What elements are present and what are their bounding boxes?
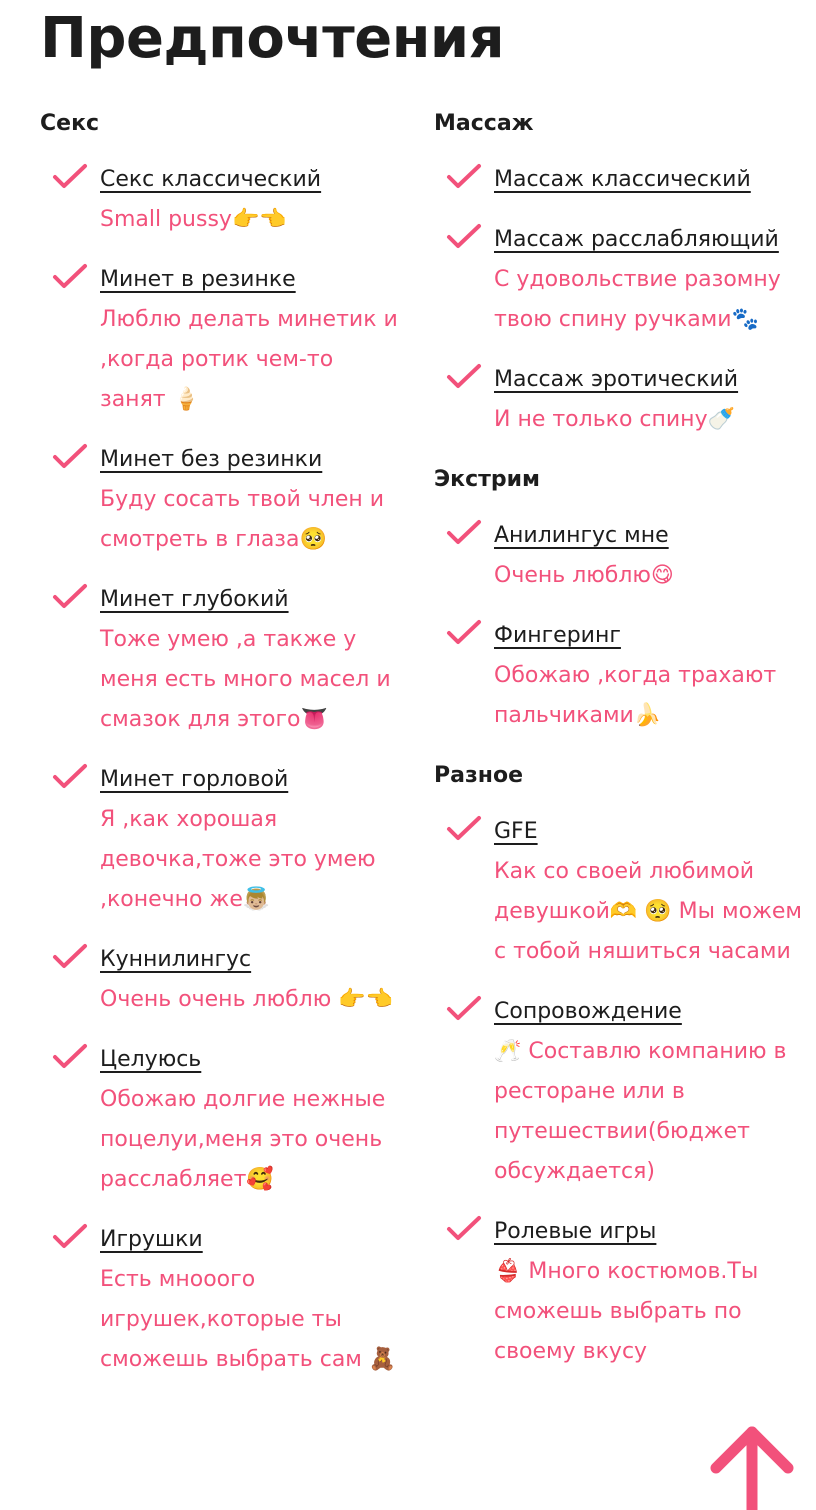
check-icon	[52, 162, 88, 192]
preference-link[interactable]: GFE	[494, 819, 538, 844]
preference-description: Как со своей любимой девушкой🫶 🥺 Мы можем с тобой няшиться часами	[494, 859, 803, 964]
preference-description: Я ,как хорошая девочка,тоже это умею ,конечно же👼🏼	[100, 807, 376, 912]
check-icon	[446, 994, 482, 1024]
preference-item	[434, 360, 804, 440]
check-icon	[52, 1042, 88, 1072]
preference-link[interactable]: Ролевые игры	[494, 1219, 657, 1244]
section	[40, 104, 400, 1380]
preference-link[interactable]: Массаж классический	[494, 167, 751, 192]
preference-link[interactable]: Сопровождение	[494, 999, 682, 1024]
preference-link[interactable]: Минет глубокий	[100, 587, 289, 612]
preference-item	[40, 760, 400, 920]
arrow-up-icon	[716, 1432, 788, 1510]
scroll-to-top-button[interactable]	[706, 1418, 798, 1510]
preference-item	[40, 260, 400, 420]
preference-description: 🥂 Составлю компанию в ресторане или в путешествии(бюджет обсуждается)	[494, 1039, 787, 1184]
preference-link[interactable]: Минет горловой	[100, 767, 289, 792]
preference-link[interactable]: Минет без резинки	[100, 447, 323, 472]
check-icon	[446, 618, 482, 648]
preference-link[interactable]: Минет в резинке	[100, 267, 296, 292]
check-icon	[52, 582, 88, 612]
check-icon	[52, 1222, 88, 1252]
preference-item	[434, 992, 804, 1192]
section	[434, 104, 804, 440]
preference-description: Обожаю долгие нежные поцелуи,меня это очень расслабляет🥰	[100, 1087, 386, 1192]
preference-item	[434, 220, 804, 340]
check-icon	[446, 1214, 482, 1244]
section-title: Экстрим	[434, 467, 541, 492]
section-title: Разное	[434, 763, 523, 788]
preference-description: С удовольствие разомну твою спину ручками🐾	[494, 267, 781, 332]
preference-item	[40, 1040, 400, 1200]
check-icon	[446, 222, 482, 252]
preference-link[interactable]: Игрушки	[100, 1227, 203, 1252]
preference-item	[434, 812, 804, 972]
preference-item	[40, 160, 400, 240]
preference-description: Есть мнооого игрушек,которые ты сможешь выбрать сам 🧸	[100, 1267, 397, 1372]
preference-item	[40, 440, 400, 560]
preference-item	[40, 580, 400, 740]
left-column	[40, 104, 400, 1400]
section	[434, 460, 804, 736]
check-icon	[52, 262, 88, 292]
check-icon	[446, 814, 482, 844]
right-column	[434, 104, 804, 1392]
preference-description: И не только спину🍼	[494, 407, 735, 432]
check-icon	[446, 162, 482, 192]
preference-link[interactable]: Массаж расслабляющий	[494, 227, 779, 252]
preference-link[interactable]: Фингеринг	[494, 623, 621, 648]
preference-item	[434, 516, 804, 596]
preference-link[interactable]: Целуюсь	[100, 1047, 202, 1072]
preference-description: Small pussy👉👈	[100, 207, 287, 232]
preference-description: 👙 Много костюмов.Ты сможешь выбрать по своему вкусу	[494, 1259, 759, 1364]
preference-item	[434, 616, 804, 736]
preference-item	[40, 1220, 400, 1380]
preference-description: Очень очень люблю 👉👈	[100, 987, 394, 1012]
check-icon	[446, 362, 482, 392]
check-icon	[52, 762, 88, 792]
preference-description: Очень люблю😋	[494, 563, 674, 588]
preference-description: Тоже умею ,а также у меня есть много масел и смазок для этого👅	[100, 627, 391, 732]
preference-link[interactable]: Анилингус мне	[494, 523, 669, 548]
preference-description: Люблю делать минетик и ,когда ротик чем-то занят 🍦	[100, 307, 398, 412]
preference-description: Буду сосать твой член и смотреть в глаза🥺	[100, 487, 385, 552]
check-icon	[52, 442, 88, 472]
preference-description: Обожаю ,когда трахают пальчиками🍌	[494, 663, 777, 728]
preference-link[interactable]: Куннилингус	[100, 947, 252, 972]
check-icon	[52, 942, 88, 972]
section-title: Массаж	[434, 111, 534, 136]
check-icon	[446, 518, 482, 548]
preference-item	[434, 1212, 804, 1372]
section	[434, 756, 804, 1372]
preference-link[interactable]: Секс классический	[100, 167, 322, 192]
section-title: Секс	[40, 111, 100, 136]
preference-item	[40, 940, 400, 1020]
preference-link[interactable]: Массаж эротический	[494, 367, 739, 392]
page-title: Предпочтения	[40, 6, 505, 71]
preference-item	[434, 160, 804, 200]
